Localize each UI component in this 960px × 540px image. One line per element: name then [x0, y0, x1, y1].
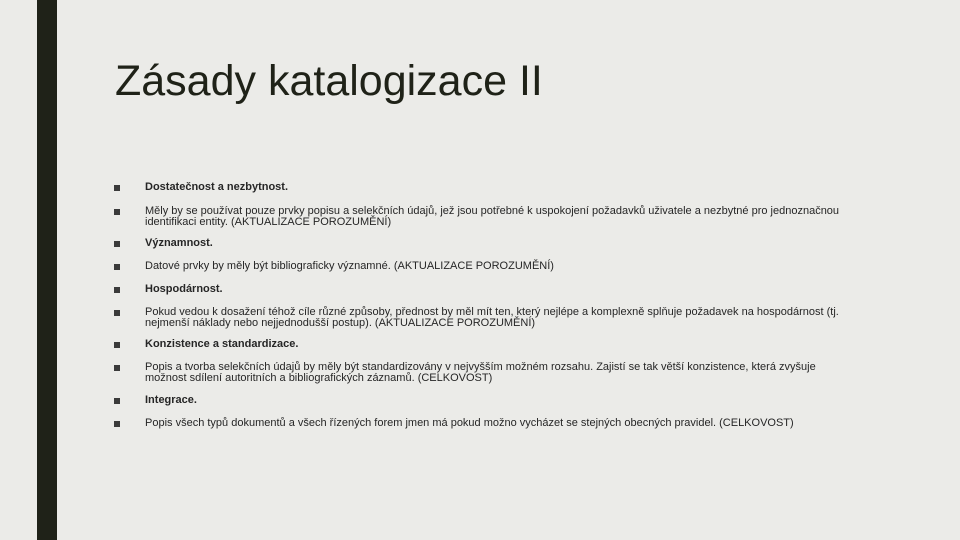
square-bullet-icon [114, 209, 120, 215]
square-bullet-icon [114, 264, 120, 270]
bullet-text: Významnost. [145, 237, 213, 249]
left-accent-bar [37, 0, 57, 540]
square-bullet-icon [114, 365, 120, 371]
bullet-text: Datové prvky by měly být bibliograficky významné. (AKTUALIZACE POROZUMĚNÍ) [145, 260, 554, 272]
bullet-text: Popis a tvorba selekčních údajů by měly být standardizovány v nejvyšším možném rozsahu. Zajistí se tak větší konzistence, která zvyšuje možnost sdílení autoritních a bibliografických záznamů. (CELKOVOST) [145, 361, 816, 384]
bullet-text: Popis všech typů dokumentů a všech řízených forem jmen má pokud možno vycházet se stejných obecných pravidel. (CELKOVOST) [145, 417, 794, 429]
bullet-text: Pokud vedou k dosažení téhož cíle různé způsoby, přednost by měl mít ten, který nejlépe a komplexně splňuje požadavek na hospodárnost (tj. nejmenší náklady nebo nejjednodušší postup). (AKTUALIZACE POROZUMĚNÍ) [145, 306, 839, 329]
square-bullet-icon [114, 310, 120, 316]
slide-title: Zásady katalogizace II [115, 57, 543, 105]
square-bullet-icon [114, 287, 120, 293]
square-bullet-icon [114, 241, 120, 247]
square-bullet-icon [114, 421, 120, 427]
bullet-text: Měly by se používat pouze prvky popisu a selekčních údajů, jež jsou potřebné k uspokojení požadavků uživatele a nezbytné pro jednoznačnou identifikaci entity. (AKTUALIZACE POROZUMĚNÍ) [145, 205, 840, 228]
bullet-text: Integrace. [145, 394, 197, 406]
square-bullet-icon [114, 398, 120, 404]
bullet-text: Dostatečnost a nezbytnost. [145, 181, 289, 193]
bullet-text: Konzistence a standardizace. [145, 338, 299, 350]
square-bullet-icon [114, 185, 120, 191]
bullet-text: Hospodárnost. [145, 283, 223, 295]
square-bullet-icon [114, 342, 120, 348]
